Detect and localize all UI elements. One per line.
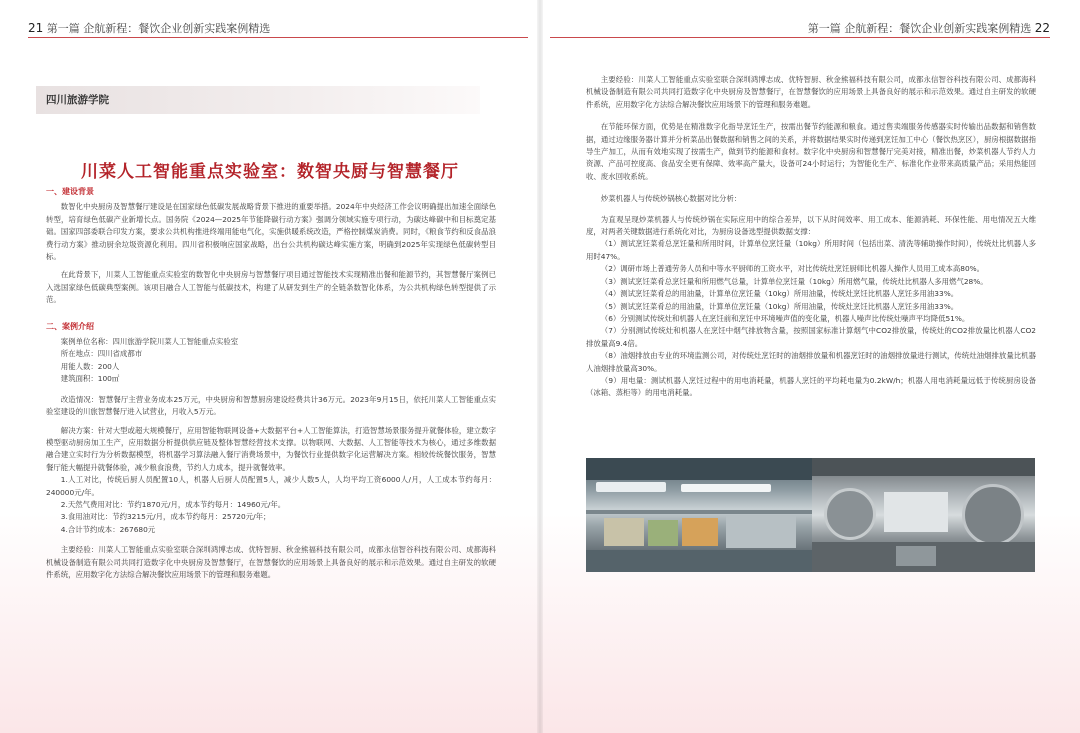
energy-paragraph: 在节能环保方面，优势是在精准数字化指导烹饪生产，按需出餐节约能源和粮食。通过售卖端服务传感器实时传输出品数据和销售数据，通过边缘服务器计算并分析菜品出餐数据和销售之间的关系，并将数据结果实时传递到烹饪加工中心（餐饮热烹区），厨房根据数据指导生产加工，从而有效地实现了按需生产，做到节约能源和食材。数字化中央厨房和智慧餐厅完美对接，精准出餐，炒菜机器人节约人力资源、产品可控度高、食品安全更有保障、效率高产量大，设备可24小时运行；为智能化生产、标准化作业带来高质量产品；采用热能回收、废水回收系统。 xyxy=(586,122,1036,181)
robot-kitchen-photo xyxy=(812,458,1035,572)
saving-item-3: 3.食用油对比：节约3215元/月，成本节约每月：25720元/年； xyxy=(60,512,271,522)
institution-banner: 四川旅游学院 xyxy=(36,86,480,114)
section1-heading: 一、建设背景 xyxy=(46,187,94,196)
comparison-item-4: （4）测试烹饪菜肴总的用油量，计算单位烹饪量（10kg）所用油量，传统灶烹饪比机器人烹饪多用油33%。 xyxy=(600,289,959,299)
comparison-item-8: （8）油烟排放由专业的环境监测公司，对传统灶烹饪时的油烟排放量和机器烹饪时的油烟排放量进行测试，传统灶油烟排放量比机器人油烟排放量高30%。 xyxy=(586,351,1036,373)
right-experience-paragraph: 主要经验：川菜人工智能重点实验室联合深圳鸿博志成、优特智厨、秋金熊福科技有限公司，成都永信智谷科技有限公司、成都海科机械设备制造有限公司共同打造数字化中央厨房及智慧餐厅，在智慧餐饮的应用场景上具备良好的展示和示范效果。通过自主研发的软硬件系统，应用数字化方法综合解决餐饮应用场景下的管理和服务难题。 xyxy=(586,75,1036,109)
right-page xyxy=(540,0,1080,733)
comparison-item-9: （9）用电量：测试机器人烹饪过程中的用电消耗量，机器人烹饪的平均耗电量为0.2kW/h；机器人用电消耗量远低于传统厨房设备（冰箱、蒸柜等）的用电消耗量。 xyxy=(586,375,1036,398)
comparison-item-1: （1）测试烹饪菜肴总烹饪量和所用时间，计算单位烹饪量（10kg）所用时间（包括出菜、清洗等辅助操作时间），传统灶比机器人多用时47%。 xyxy=(586,239,1036,261)
left-header-text: 第一篇 企航新程：餐饮企业创新实践案例精选 xyxy=(46,22,271,35)
comparison-item-2: （2）调研市场上普通劳务人员和中等水平厨师的工资水平，对比传统灶烹饪厨师比机器人操作人员用工成本高80%。 xyxy=(600,264,985,274)
left-running-header xyxy=(28,20,270,36)
comparison-item-6: （6）分别测试传统灶和机器人在烹饪前和烹饪中环境噪声值的变化量，机器人噪声比传统灶噪声平均降低51%。 xyxy=(600,313,970,323)
solution-paragraph: 解决方案：针对大型或超大规模餐厅，应用智能物联网设备+大数据平台+人工智能算法，打造智慧场景服务提升就餐体验，建立数字模型驱动厨房加工生产，应用数据分析提供供应链及整体智慧经营技术支撑。以物联网、大数据、人工智能等技术为核心，通过多维数据融合建立实时行为分析数据模型，将机器学习算法融入餐厅消费场景中，为餐饮行业提供数字化运营解决方案。相较传统餐饮服务，智慧餐厅能大幅提升就餐体验，减少粮食浪费，节约人力成本，提升就餐效率。 xyxy=(46,425,496,472)
section1-paragraph-1: 数智化中央厨房及智慧餐厅建设是在国家绿色低碳发展战略背景下推进的重要举措。2024年中央经济工作会议明确提出加速全面绿色转型，培育绿色低碳产业新增长点。国务院《2024—2025年节能降碳行动方案》强调分领域实施专项行动，为碳达峰碳中和目标奠定基础。国家四部委联合印发方案，要求公共机构推进终端用能电气化，实施供暖系统改造，严格控制煤炭消费。同时，《粮食节约和反食品浪费行动方案》推动厨余垃圾资源化利用。四川省积极响应国家战略，出台公共机构碳达峰实施方案，明确到2025年实现绿色低碳转型目标。 xyxy=(46,202,496,262)
left-page-number: 21 xyxy=(28,21,44,35)
right-page-number: 22 xyxy=(1034,21,1050,35)
section1-paragraph-2: 在此背景下，川菜人工智能重点实验室的数智化中央厨房与智慧餐厅项目通过智能技术实现精准出餐和能源节约，其智慧餐厅案例已入选国家绿色低碳典型案例。该项目融合人工智能与低碳技术，构建了从研发到生产的全链条数智化体系，为公共机构绿色转型提供了示范。 xyxy=(46,270,496,305)
renovation-paragraph: 改造情况：智慧餐厅主营业务成本25万元，中央厨房和智慧厨房建设经费共计36万元。2023年9月15日，依托川菜人工智能重点实验室建设的川旅智慧餐厅进入试营业，月收入5万元。 xyxy=(46,394,496,417)
right-content xyxy=(586,74,1036,400)
saving-item-2: 2.天然气费用对比：节约1870元/月，成本节约每月：14960元/年。 xyxy=(60,499,286,509)
article-title: 川菜人工智能重点实验室：数智央厨与智慧餐厅 xyxy=(81,162,459,182)
left-header-rule xyxy=(28,37,528,38)
right-running-header xyxy=(808,20,1050,36)
comparison-intro: 为直观呈现炒菜机器人与传统炒锅在实际应用中的综合差异，以下从时间效率、用工成本、能源消耗、环保性能、用电情况五大维度，对两者关键数据进行系统化对比，为厨房设备选型提供数据支撑： xyxy=(586,214,1036,237)
saving-item-4: 4.合计节约成本：267680元 xyxy=(60,524,156,534)
case-info-unit: 案例单位名称：四川旅游学院川菜人工智能重点实验室 xyxy=(60,337,239,347)
comparison-item-3: （3）测试烹饪菜肴总烹饪量和所用燃气总量，计算单位烹饪量（10kg）所用燃气量，传统灶比机器人多用燃气28%。 xyxy=(600,276,988,286)
left-experience-paragraph: 主要经验：川菜人工智能重点实验室联合深圳鸿博志成、优特智厨、秋金熊福科技有限公司，成都永信智谷科技有限公司、成都海科机械设备制造有限公司共同打造数字化中央厨房及智慧餐厅，在智慧餐饮的应用场景上具备良好的展示和示范效果。通过自主研发的软硬件系统，应用数字化方法综合解决餐饮应用场景下的管理和服务难题。 xyxy=(46,545,496,579)
smart-kitchen-photo xyxy=(586,458,812,572)
comparison-title: 炒菜机器人与传统炒锅核心数据对比分析： xyxy=(600,194,742,204)
comparison-item-7: （7）分别测试传统灶和机器人在烹饪中烟气排放物含量，按照国家标准计算烟气中CO2排放量，传统灶的CO2排放量比机器人CO2排放量高9.4倍。 xyxy=(586,326,1036,348)
case-info-users: 用能人数：200人 xyxy=(60,361,120,371)
section2-heading: 二、案例介绍 xyxy=(46,321,94,331)
comparison-item-5: （5）测试烹饪菜肴总的用油量，计算单位烹饪量（10kg）所用油量，传统灶烹饪比机器人烹饪多用油33%。 xyxy=(600,301,959,311)
right-header-rule xyxy=(550,37,1050,38)
left-content xyxy=(46,186,496,587)
right-header-text: 第一篇 企航新程：餐饮企业创新实践案例精选 xyxy=(807,22,1032,35)
saving-item-1: 1.人工对比，传统后厨人员配置10人，机器人后厨人员配置5人，减少人数5人，人均平均工资6000人/月，人工成本节约每月：240000元/年。 xyxy=(46,475,496,497)
case-info-area: 建筑面积：100㎡ xyxy=(60,374,120,384)
case-info-location: 所在地点：四川省成都市 xyxy=(60,349,143,359)
kitchen-photos xyxy=(586,458,1035,572)
